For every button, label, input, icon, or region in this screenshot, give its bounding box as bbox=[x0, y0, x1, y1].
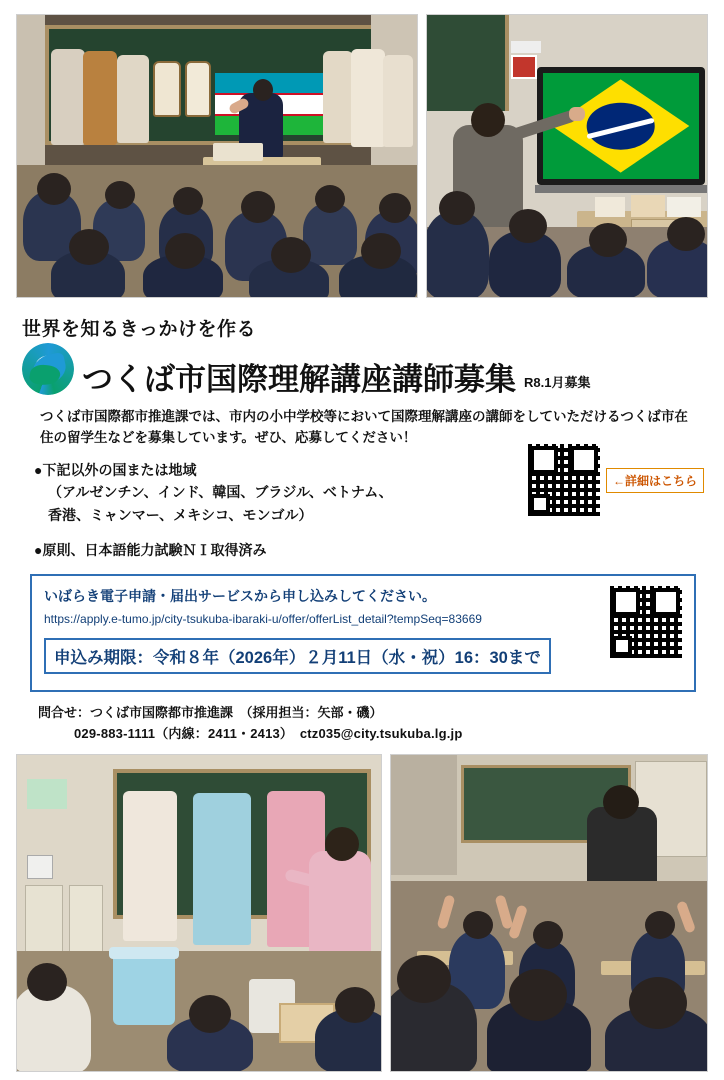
requirement-language: ●原則、日本語能力試験ＮⅠ取得済み bbox=[34, 542, 267, 559]
intro-paragraph: つくば市国際都市推進課では、市内の小中学校等において国際理解講座の講師をしていただけるつくば市在住の留学生などを募集しています。ぜひ、応募してください！ bbox=[40, 409, 688, 445]
contact-block bbox=[38, 702, 708, 742]
qr-code-apply[interactable] bbox=[610, 586, 682, 658]
apply-instruction: いばらき電子申請・届出サービスから申し込みしてください。 bbox=[44, 588, 436, 605]
title-superscript: R8.1月募集 bbox=[524, 375, 591, 390]
photo-row-top bbox=[16, 0, 708, 298]
photo-bottom-right bbox=[390, 754, 708, 1072]
deadline-badge: 申込み期限：令和８年（2026年）２月11日（水・祝）16：30まで bbox=[44, 638, 551, 674]
photo-top-left bbox=[16, 14, 418, 298]
contact-line-2: 029-883-1111（内線：2411・2413） ctz035@city.tsukuba.lg.jp bbox=[74, 726, 463, 742]
contact-line-1: 問合せ：つくば市国際都市推進課 （採用担当：矢部・磯） bbox=[38, 705, 383, 721]
photo-top-right bbox=[426, 14, 708, 298]
photo-row-bottom bbox=[16, 754, 708, 1080]
requirement-country-line1: （アルゼンチン、インド、韓国、ブラジル、ベトナム、 bbox=[48, 484, 393, 501]
poster-lead: 世界を知るきっかけを作る bbox=[22, 319, 257, 340]
qr-code-detail[interactable] bbox=[528, 444, 600, 516]
apply-url[interactable]: https://apply.e-tumo.jp/city-tsukuba-ibaraki-u/offer/offerList_detail?tempSeq=83669 bbox=[44, 612, 482, 627]
apply-box bbox=[30, 574, 696, 692]
detail-qr-group bbox=[528, 444, 704, 516]
requirement-country-line2: 香港、ミャンマー、メキシコ、モンゴル） bbox=[48, 506, 313, 523]
requirement-country-head: ●下記以外の国または地域 bbox=[34, 461, 197, 478]
photo-bottom-left bbox=[16, 754, 382, 1072]
tsukuba-logo-icon bbox=[22, 343, 74, 395]
qr-note-label: ←詳細はこちら bbox=[606, 468, 704, 493]
page-title: つくば市国際理解講座講師募集 bbox=[82, 362, 516, 397]
title-row bbox=[22, 343, 708, 395]
